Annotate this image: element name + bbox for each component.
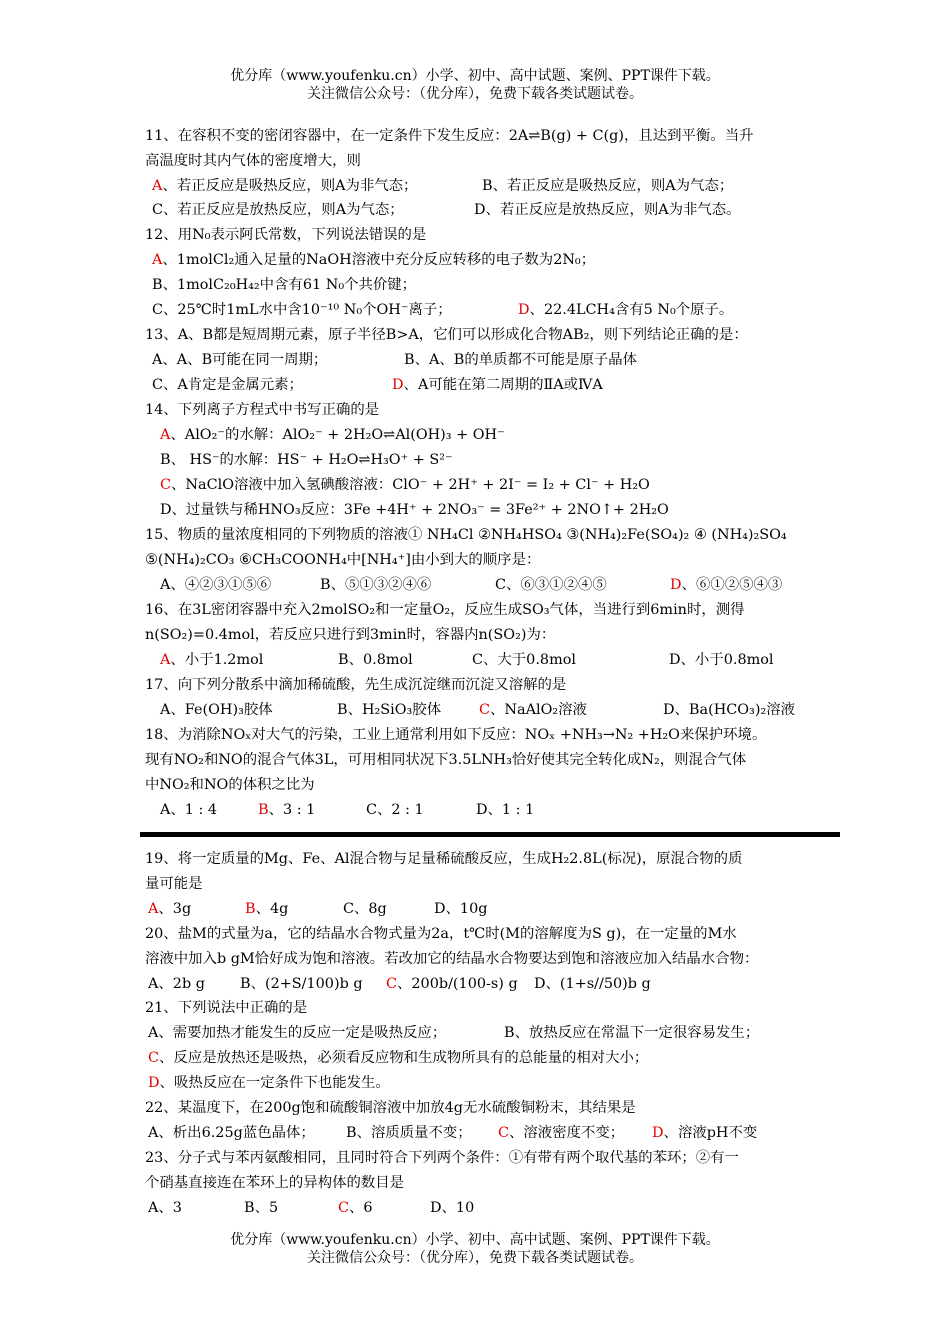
- option-letter: D: [518, 302, 530, 318]
- option-text: 、A可能在第二周期的ⅡA或ⅣA: [403, 377, 603, 393]
- option-text: 、3 : 1: [268, 802, 316, 818]
- question-23-stem-2: 个硝基直接连在苯环上的异构体的数目是: [145, 1175, 405, 1191]
- option-text: B、⑤①③②④⑥: [320, 577, 432, 593]
- option-text: B、0.8mol: [338, 652, 413, 668]
- question-21-stem: 21、下列说法中正确的是: [145, 1000, 308, 1016]
- option-letter: C: [148, 1050, 160, 1066]
- option-text: 、吸热反应在一定条件下也能发生。: [159, 1075, 390, 1091]
- option-text: D、(1+s//50)b g: [534, 976, 651, 992]
- option-text: 、反应是放热还是吸热，必须看反应物和生成物所具有的总能量的相对大小；: [159, 1050, 649, 1066]
- option-text: C、大于0.8mol: [472, 652, 576, 668]
- question-11-options-ab: [152, 175, 852, 197]
- option-text: 、4g: [255, 901, 289, 917]
- option-text: C、25℃时1mL水中含10⁻¹⁰ N₀个OH⁻离子；: [152, 302, 452, 318]
- question-15-stem-1: 15、物质的量浓度相同的下列物质的溶液① NH₄Cl ②NH₄HSO₄ ③(NH₄)₂Fe(SO₄)₂ ④ (NH₄)₂SO₄: [145, 527, 787, 543]
- question-18-stem-3: 中NO₂和NO的体积之比为: [145, 777, 315, 793]
- option-letter: C: [479, 702, 491, 718]
- option-text: 、溶液密度不变；: [509, 1125, 625, 1141]
- option-letter: A: [152, 252, 163, 268]
- section-divider: [140, 832, 840, 837]
- option-letter: A: [152, 178, 163, 194]
- option-text: D、若正反应是放热反应，则A为非气态。: [474, 202, 741, 218]
- question-12-option-b: B、1molC₂₀H₄₂中含有61 N₀个共价键；: [152, 277, 417, 293]
- question-15-stem-2: ⑤(NH₄)₂CO₃ ⑥CH₃COONH₄中[NH₄⁺]由小到大的顺序是：: [145, 552, 541, 568]
- option-text: 、溶液pH不变: [663, 1125, 758, 1141]
- question-16-stem-2: n(SO₂)=0.4mol，若反应只进行到3min时，容器内n(SO₂)为：: [145, 627, 556, 643]
- page-footer-line-2: 关注微信公众号：（优分库），免费下载各类试题试卷。: [307, 1250, 643, 1266]
- question-18-options: [160, 799, 860, 821]
- question-18-stem-2: 现有NO₂和NO的混合气体3L，可用相同状况下3.5LNH₃恰好使其完全转化成N₂，则混合气体: [145, 752, 747, 768]
- question-19-stem-1: 19、将一定质量的Mg、Fe、Al混合物与足量稀硫酸反应，生成H₂2.8L(标况)，原混合物的质: [145, 851, 743, 867]
- option-text: A、1 : 4: [160, 802, 218, 818]
- option-text: B、溶质质量不变；: [346, 1125, 472, 1141]
- option-text: C、⑥③①②④⑤: [495, 577, 607, 593]
- question-11-stem-1: 11、在容积不变的密闭容器中，在一定条件下发生反应：2A⇌B(g) + C(g)，且达到平衡。当升: [145, 128, 754, 144]
- question-13-options-cd: [152, 374, 852, 396]
- option-letter: C: [160, 477, 172, 493]
- option-letter: C: [338, 1200, 350, 1216]
- option-text: 、3g: [158, 901, 192, 917]
- question-17-stem: 17、向下列分散系中滴加稀硫酸，先生成沉淀继而沉淀又溶解的是: [145, 677, 567, 693]
- question-14-option-d: D、过量铁与稀HNO₃反应：3Fe +4H⁺ + 2NO₃⁻ = 3Fe²⁺ + 2NO↑+ 2H₂O: [160, 502, 669, 518]
- option-letter: D: [670, 577, 682, 593]
- question-12-option-a: [152, 249, 852, 271]
- question-14-stem: 14、下列离子方程式中书写正确的是: [145, 402, 380, 418]
- option-letter: D: [392, 377, 404, 393]
- question-11-options-cd: [152, 199, 852, 221]
- question-17-options: [160, 699, 860, 721]
- question-21-option-c: [148, 1047, 848, 1069]
- question-21-options-ab: [148, 1022, 848, 1044]
- question-15-options: [160, 574, 860, 596]
- option-letter: B: [258, 802, 269, 818]
- option-text: B、A、B的单质都不可能是原子晶体: [404, 352, 638, 368]
- question-14-option-b: B、 HS⁻的水解：HS⁻ + H₂O⇌H₃O⁺ + S²⁻: [160, 452, 453, 468]
- option-text: 、若正反应是吸热反应，则A为非气态；: [162, 178, 418, 194]
- question-13-stem: 13、A、B都是短周期元素，原子半径B>A，它们可以形成化合物AB₂，则下列结论正确的是：: [145, 327, 748, 343]
- option-text: A、析出6.25g蓝色晶体；: [148, 1125, 315, 1141]
- option-text: D、小于0.8mol: [669, 652, 774, 668]
- question-21-option-d: [148, 1072, 848, 1094]
- question-23-stem-1: 23、分子式与苯丙氨酸相同，且同时符合下列两个条件：①有带有两个取代基的苯环；②有一: [145, 1150, 739, 1166]
- option-text: 、200b/(100-s) g: [397, 976, 518, 992]
- option-text: A、④②③①⑤⑥: [160, 577, 272, 593]
- option-text: A、2b g: [148, 976, 205, 992]
- question-20-stem-2: 溶液中加入b gM恰好成为饱和溶液。若改加它的结晶水合物要达到饱和溶液应加入结晶水合物：: [145, 951, 759, 967]
- option-text: A、A、B可能在同一周期；: [152, 352, 328, 368]
- question-22-options: [148, 1122, 848, 1144]
- option-text: 、小于1.2mol: [170, 652, 264, 668]
- option-letter: D: [148, 1075, 160, 1091]
- question-18-stem-1: 18、为消除NOₓ对大气的污染，工业上通常利用如下反应：NOₓ +NH₃→N₂ +H₂O来保护环境。: [145, 727, 767, 743]
- option-text: 、AlO₂⁻的水解：AlO₂⁻ + 2H₂O⇌Al(OH)₃ + OH⁻: [170, 427, 505, 443]
- option-letter: A: [160, 427, 171, 443]
- option-text: D、1 : 1: [476, 802, 535, 818]
- question-13-options-ab: [152, 349, 852, 371]
- option-text: 、NaClO溶液中加入氢碘酸溶液：ClO⁻ + 2H⁺ + 2I⁻ = I₂ + Cl⁻ + H₂O: [171, 477, 650, 493]
- option-letter: A: [160, 652, 171, 668]
- option-text: 、6: [349, 1200, 373, 1216]
- option-text: 、⑥①②⑤④③: [681, 577, 783, 593]
- option-text: B、(2+S/100)b g: [240, 976, 363, 992]
- option-text: A、需要加热才能发生的反应一定是吸热反应；: [148, 1025, 447, 1041]
- question-19-stem-2: 量可能是: [145, 876, 203, 892]
- option-text: A、Fe(OH)₃胶体: [160, 702, 273, 718]
- option-text: D、10g: [434, 901, 488, 917]
- question-14-option-a: [160, 424, 860, 446]
- option-text: B、5: [244, 1200, 279, 1216]
- option-text: C、A肯定是金属元素；: [152, 377, 303, 393]
- question-12-options-cd: [152, 299, 852, 321]
- option-text: C、8g: [343, 901, 387, 917]
- option-text: 、1molCl₂通入足量的NaOH溶液中充分反应转移的电子数为2N₀；: [162, 252, 596, 268]
- option-text: D、10: [430, 1200, 475, 1216]
- page-footer-line-1: 优分库（www.youfenku.cn）小学、初中、高中试题、案例、PPT课件下载。: [230, 1232, 720, 1248]
- question-23-options: [148, 1197, 848, 1219]
- question-19-options: [148, 898, 848, 920]
- question-20-stem-1: 20、盐M的式量为a，它的结晶水合物式量为2a，t℃时(M的溶解度为S g)，在一定量的M水: [145, 926, 737, 942]
- option-letter: B: [245, 901, 256, 917]
- question-11-stem-2: 高温度时其内气体的密度增大，则: [145, 153, 361, 169]
- option-text: B、H₂SiO₃胶体: [337, 702, 442, 718]
- option-text: 、22.4LCH₄含有5 N₀个原子。: [529, 302, 734, 318]
- option-letter: A: [148, 901, 159, 917]
- option-text: D、Ba(HCO₃)₂溶液: [663, 702, 795, 718]
- option-letter: C: [498, 1125, 510, 1141]
- page-header-line-2: 关注微信公众号：（优分库），免费下载各类试题试卷。: [307, 86, 643, 102]
- question-16-options: [160, 649, 860, 671]
- question-16-stem-1: 16、在3L密闭容器中充入2molSO₂和一定量O₂，反应生成SO₃气体，当进行到6min时，测得: [145, 602, 745, 618]
- option-text: C、若正反应是放热反应，则A为气态；: [152, 202, 404, 218]
- question-20-options: [148, 973, 848, 995]
- option-text: 、NaAlO₂溶液: [490, 702, 587, 718]
- option-letter: D: [652, 1125, 664, 1141]
- option-text: A、3: [148, 1200, 182, 1216]
- option-text: B、放热反应在常温下一定很容易发生；: [504, 1025, 760, 1041]
- option-text: C、2 : 1: [366, 802, 424, 818]
- page-header-line-1: 优分库（www.youfenku.cn）小学、初中、高中试题、案例、PPT课件下载。: [230, 68, 720, 84]
- option-letter: C: [386, 976, 398, 992]
- question-14-option-c: [160, 474, 860, 496]
- question-22-stem: 22、某温度下，在200g饱和硫酸铜溶液中加放4g无水硫酸铜粉末，其结果是: [145, 1100, 636, 1116]
- question-12-stem: 12、用N₀表示阿氏常数，下列说法错误的是: [145, 227, 427, 243]
- option-text: B、若正反应是吸热反应，则A为气态；: [482, 178, 734, 194]
